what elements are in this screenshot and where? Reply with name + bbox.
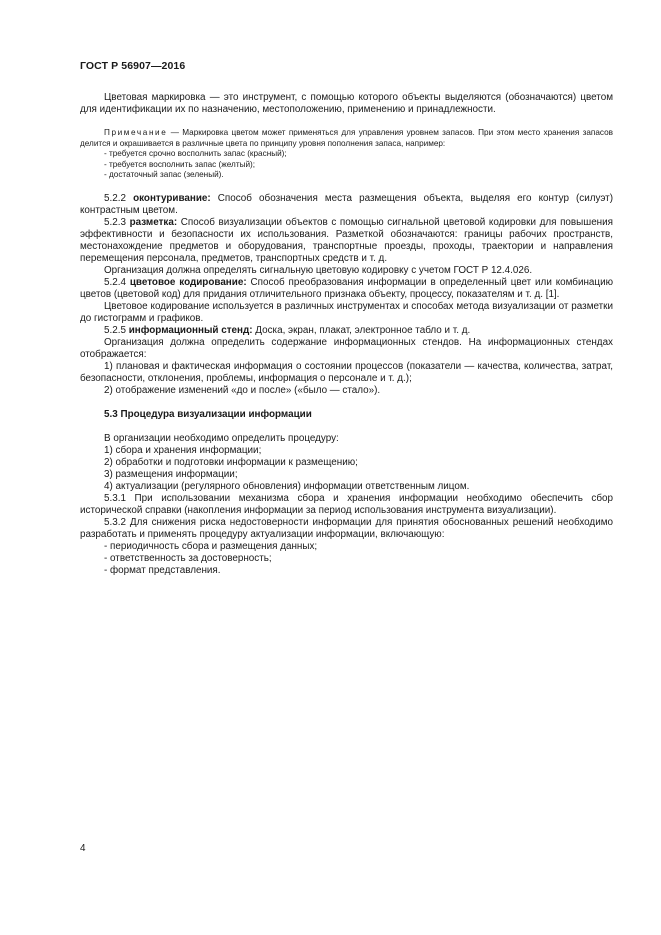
final-list <box>80 541 613 577</box>
procedure-paragraph: В организации необходимо определить процедуру: <box>104 432 339 444</box>
clause-text: Способ преобразования информации в определенный цвет или комбинацию цветов (цветовой код) для придания отличительного признака объекту, процессу, показателям и т. д. [1]. <box>80 276 613 300</box>
clause-number: 5.2.3 <box>104 216 130 228</box>
list-item: - ответственность за достоверность; <box>104 552 272 564</box>
note-paragraph <box>80 128 613 149</box>
document-header: ГОСТ Р 56907—2016 <box>80 60 186 72</box>
clause-term: разметка: <box>129 216 178 228</box>
note-text: — Маркировка цветом может применяться для управления уровнем запасов. При этом место хранения запасов делится и окрашивается в различные цвета по принципу уровня пополнения запаса, например: <box>80 128 613 148</box>
clause-term: оконтуривание: <box>133 192 211 204</box>
clause-5-2-4 <box>80 277 613 301</box>
clause-number: 5.2.5 <box>104 324 129 336</box>
color-coding-paragraph: Цветовое кодирование используется в различных инструментах и способах метода визуализации от разметки до гистограмм и графиков. <box>80 300 613 324</box>
clause-number: 5.2.2 <box>104 192 134 204</box>
list-item: - формат представления. <box>104 564 221 576</box>
clause-5-2-2 <box>80 193 613 217</box>
clause-5-3-1: 5.3.1 При использовании механизма сбора и хранения информации необходимо обеспечить сбор исторической справки (накопления информации за период использования инструмента визуализации). <box>80 492 613 516</box>
clause-number: 5.2.4 <box>104 276 130 288</box>
procedure-list <box>80 445 613 493</box>
list-item: - периодичность сбора и размещения данных; <box>104 540 318 552</box>
note-list <box>80 149 613 181</box>
list-item: - требуется восполнить запас (желтый); <box>104 159 256 169</box>
list-item: - требуется срочно восполнить запас (красный); <box>104 149 287 158</box>
clause-5-2-5 <box>80 325 613 337</box>
list-item: 1) плановая и фактическая информация о состоянии процессов (показатели — качества, количества, затрат, безопасности, отклонения, проблемы, информация о персонале и т. д.); <box>80 360 613 384</box>
list-item: 2) обработки и подготовки информации к размещению; <box>104 456 358 468</box>
clause-text: Доска, экран, плакат, электронное табло и т. д. <box>252 324 471 336</box>
note-label: Примечание <box>104 128 168 137</box>
clause-5-2-3 <box>80 217 613 265</box>
intro-paragraph: Цветовая маркировка — это инструмент, с помощью которого объекты выделяются (обозначаются) цветом для идентификации их по назначению, местоположению, применению и принадлежности. <box>80 92 613 115</box>
list-item: 1) сбора и хранения информации; <box>104 444 262 456</box>
page-content <box>80 92 613 577</box>
page-number: 4 <box>80 843 86 854</box>
clause-text: Способ обозначения места размещения объекта, выделяя его контур (силуэт) контрастным цветом. <box>80 192 613 216</box>
list-item: 2) отображение изменений «до и после» («было — стало»). <box>104 384 381 396</box>
list-item: - достаточный запас (зеленый). <box>104 170 224 179</box>
stands-paragraph: Организация должна определить содержание информационных стендов. На информационных стендах отображается: <box>80 336 613 360</box>
clause-text: Способ визуализации объектов с помощью сигнальной цветовой кодировки для повышения эффективности и безопасности их использования. Разметкой обозначаются: границы рабочих пространств, местонахождение предметов и оборудования, транспортные проезды, проходы, траектории и направления перемещения персонала, предметов, транспортных средств и т. д. <box>80 216 613 264</box>
clause-5-3-2: 5.3.2 Для снижения риска недостоверности информации для принятия обоснованных решений необходимо разработать и применять процедуру актуализации информации, включающую: <box>80 516 613 540</box>
clause-term: информационный стенд: <box>128 324 253 336</box>
list-item: 4) актуализации (регулярного обновления) информации ответственным лицом. <box>104 480 470 492</box>
organization-paragraph: Организация должна определять сигнальную цветовую кодировку с учетом ГОСТ Р 12.4.026. <box>104 264 533 276</box>
section-heading: 5.3 Процедура визуализации информации <box>104 408 312 420</box>
clause-term: цветовое кодирование: <box>129 276 247 288</box>
list-item: 3) размещения информации; <box>104 468 238 480</box>
